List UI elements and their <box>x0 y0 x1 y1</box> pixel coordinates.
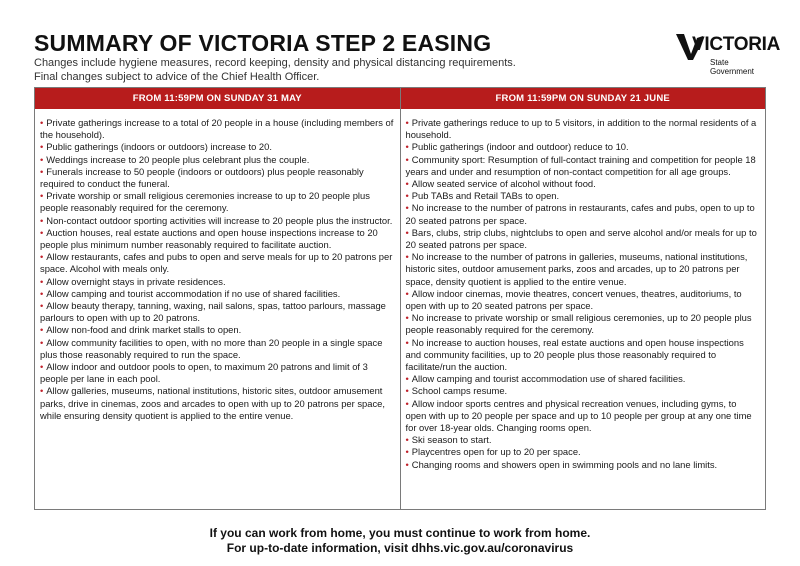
bullet-icon: • <box>405 117 409 128</box>
list-item <box>40 190 394 214</box>
bullet-icon: • <box>405 434 409 446</box>
footer-info-link: For up-to-date information, visit dhhs.vic.gov.au/coronavirus <box>226 541 574 555</box>
list-item <box>40 227 394 251</box>
bullet-icon: • <box>405 153 409 165</box>
bullet-icon: • <box>405 226 409 238</box>
list-item <box>406 398 760 435</box>
subtitle <box>34 57 516 84</box>
list-item <box>406 446 760 458</box>
list-item <box>406 154 760 178</box>
victoria-logo <box>676 32 781 90</box>
list-item <box>406 434 760 446</box>
list-item-text: Funerals increase to 50 people (indoors or outdoors) plus people reasonably required to conduct the funeral. <box>40 165 364 190</box>
list-item <box>40 117 394 141</box>
bullet-icon: • <box>40 361 44 373</box>
list-item-text: Allow camping and tourist accommodation if no use of shared facilities. <box>46 287 341 299</box>
list-item <box>406 190 760 202</box>
footer-work-from-home: If you can work from home, you must continue to work from home. <box>209 526 591 540</box>
bullet-icon: • <box>40 287 44 299</box>
list-item-text: No increase to auction houses, real estate auctions and open house inspections and community facilities, up to 20 people plus those reasonably required to facilitate/run the auction. <box>405 336 744 373</box>
list-item-text: Ski season to start. <box>411 434 492 446</box>
list-item-text: Public gatherings (indoors or outdoors) increase to 20. <box>46 141 272 153</box>
list-item <box>40 288 394 300</box>
list-item-text: Allow indoor and outdoor pools to open, to maximum 20 patrons and limit of 3 people per lane in each pool. <box>40 361 368 385</box>
list-item-text: Allow galleries, museums, national institutions, historic sites, outdoor amusement parks, drive in cinemas, zoos and arcades to open with up to 20 patrons per space, while ensuring density quotient is applied to the entire venue. <box>40 385 385 421</box>
column-21-june <box>400 109 766 509</box>
logo-line-state: State <box>710 58 729 67</box>
list-item <box>40 337 394 361</box>
list-item <box>406 251 760 288</box>
list-item <box>40 141 394 153</box>
bullet-icon: • <box>40 117 44 128</box>
list-item-text: Pub TABs and Retail TABs to open. <box>411 190 560 202</box>
bullet-icon: • <box>405 373 409 385</box>
bullet-icon: • <box>40 226 44 238</box>
bullet-icon: • <box>405 312 409 324</box>
bullet-icon: • <box>40 165 44 177</box>
list-item-text: Allow overnight stays in private residences. <box>46 275 226 287</box>
table-header-row <box>35 88 765 109</box>
bullet-icon: • <box>405 287 409 299</box>
column-31-may <box>35 109 400 509</box>
list-item-text: Allow community facilities to open, with no more than 20 people in a single space plus those reasonably required to run the space. <box>40 336 383 360</box>
easing-list-31-may <box>40 117 394 422</box>
bullet-icon: • <box>405 458 409 470</box>
page-title: SUMMARY OF VICTORIA STEP 2 EASING <box>34 30 492 56</box>
list-item-text: Auction houses, real estate auctions and open house inspections increase to 20 people plus minimum number reasonably required to facilitate auction. <box>40 226 378 251</box>
list-item <box>40 251 394 275</box>
list-item <box>40 361 394 385</box>
bullet-icon: • <box>405 190 409 202</box>
logo-subtext <box>710 58 754 76</box>
list-item-text: No increase to the number of patrons in galleries, museums, national institutions, historic sites, outdoor amusement parks, zoos and arcades, up to 20 patrons per space, density quotient is applied to the entire venue. <box>405 251 748 287</box>
column-heading-31-may: FROM 11:59PM ON SUNDAY 31 MAY <box>132 93 302 104</box>
list-item <box>406 178 760 190</box>
bullet-icon: • <box>40 141 44 153</box>
bullet-icon: • <box>40 324 44 336</box>
list-item <box>406 337 760 374</box>
list-item <box>406 288 760 312</box>
list-item <box>406 459 760 471</box>
logo-wordmark: VICTORIA <box>692 34 781 55</box>
bullet-icon: • <box>405 202 409 214</box>
bullet-icon: • <box>405 446 409 458</box>
list-item <box>40 166 394 190</box>
bullet-icon: • <box>40 153 44 165</box>
list-item <box>40 385 394 422</box>
bullet-icon: • <box>40 275 44 287</box>
bullet-icon: • <box>40 251 44 263</box>
bullet-icon: • <box>40 385 44 397</box>
bullet-icon: • <box>405 336 409 348</box>
list-item-text: Changing rooms and showers open in swimming pools and no lane limits. <box>411 458 718 470</box>
bullet-icon: • <box>405 397 409 409</box>
bullet-icon: • <box>405 251 409 263</box>
list-item <box>40 215 394 227</box>
subtitle-line-2: Final changes subject to advice of the Chief Health Officer. <box>34 70 320 83</box>
list-item-text: Allow camping and tourist accommodation use of shared facilities. <box>411 373 686 385</box>
list-item-text: Private worship or small religious ceremonies increase to up to 20 people plus people reasonably required for the ceremony. <box>40 190 370 214</box>
bullet-icon: • <box>405 141 409 153</box>
list-item <box>40 154 394 166</box>
list-item-text: Allow non-food and drink market stalls to open. <box>46 324 242 336</box>
bullet-icon: • <box>40 214 44 226</box>
summary-table <box>34 87 766 510</box>
column-heading-21-june: FROM 11:59PM ON SUNDAY 21 JUNE <box>400 88 766 109</box>
bullet-icon: • <box>40 190 44 202</box>
list-item-text: Allow restaurants, cafes and pubs to open and serve meals for up to 20 patrons per space. Alcohol with meals only. <box>40 251 393 275</box>
bullet-icon: • <box>40 336 44 348</box>
subtitle-line-1: Changes include hygiene measures, record keeping, density and physical distancing requirements. <box>34 57 516 69</box>
bullet-icon: • <box>405 178 409 190</box>
list-item <box>406 141 760 153</box>
list-item-text: Community sport: Resumption of full-contact training and competition for people 18 years and under and resumption of non-contact competition for all age groups. <box>405 153 756 177</box>
list-item-text: Allow indoor cinemas, movie theatres, concert venues, theatres, auditoriums, to open with up to 20 seated patrons per space. <box>405 287 742 312</box>
list-item <box>40 324 394 336</box>
list-item <box>40 300 394 324</box>
list-item-text: Bars, clubs, strip clubs, nightclubs to open and serve alcohol and/or meals for up to 20 seated patrons per space. <box>405 226 757 251</box>
list-item-text: Allow seated service of alcohol without food. <box>411 178 596 190</box>
table-body <box>35 109 765 509</box>
list-item <box>406 117 760 141</box>
list-item <box>406 202 760 226</box>
list-item-text: Weddings increase to 20 people plus celebrant plus the couple. <box>46 153 310 165</box>
list-item-text: Non-contact outdoor sporting activities will increase to 20 people plus the instructor. <box>46 214 393 226</box>
list-item <box>406 373 760 385</box>
list-item-text: No increase to the number of patrons in restaurants, cafes and pubs, open to up to 20 seated patrons per space. <box>405 202 755 226</box>
list-item-text: Playcentres open for up to 20 per space. <box>411 446 581 458</box>
list-item <box>406 312 760 336</box>
logo-line-government: Government <box>710 67 755 76</box>
list-item-text: No increase to private worship or small religious ceremonies, up to 20 people plus people reasonably required for the ceremony. <box>405 312 752 336</box>
bullet-icon: • <box>40 300 44 312</box>
bullet-icon: • <box>405 385 409 397</box>
list-item-text: Allow indoor sports centres and physical recreation venues, including gyms, to open with up to 20 people per space and up to 10 people per group at any one time for over 18-year olds. Changing rooms open. <box>405 397 752 434</box>
list-item-text: School camps resume. <box>411 385 508 397</box>
list-item-text: Public gatherings (indoor and outdoor) reduce to 10. <box>411 141 629 153</box>
list-item <box>406 227 760 251</box>
list-item <box>406 385 760 397</box>
easing-list-21-june <box>406 117 760 471</box>
list-item <box>40 276 394 288</box>
list-item-text: Private gatherings reduce to up to 5 visitors, in addition to the normal residents of a household. <box>405 117 757 141</box>
list-item-text: Private gatherings increase to a total of 20 people in a house (including members of the household). <box>40 117 394 141</box>
list-item-text: Allow beauty therapy, tanning, waxing, nail salons, spas, tattoo parlours, massage parlours to open with up to 20 patrons. <box>40 300 386 324</box>
